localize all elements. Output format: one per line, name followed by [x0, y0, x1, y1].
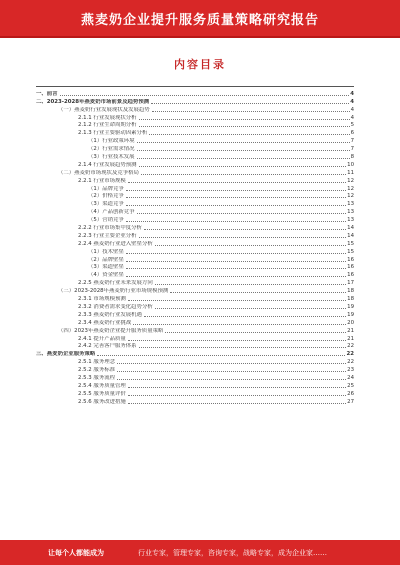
toc-page-number: 16	[347, 272, 354, 279]
toc-entry-text: 2.5.2 服务标准	[78, 367, 115, 374]
toc-leader-dots	[117, 371, 346, 372]
toc-page-number: 16	[347, 264, 354, 271]
toc-entry-text: 2.5.4 服务质量管理	[78, 382, 126, 389]
toc-entry-text: （四）2023年燕麦奶企业提升服务质量策略	[58, 327, 164, 334]
toc-entry[interactable]	[36, 357, 354, 365]
toc-entry-text: （1）行业政策环境	[88, 138, 135, 145]
toc-page-number: 18	[347, 296, 354, 303]
toc-entry[interactable]	[36, 294, 354, 302]
toc-leader-dots	[126, 190, 346, 191]
toc-entry[interactable]	[36, 334, 354, 342]
toc-leader-dots	[139, 237, 347, 238]
toc-entry-text: （2）行业需求情况	[88, 146, 135, 153]
toc-leader-dots	[126, 253, 346, 254]
toc-page-number: 13	[347, 201, 354, 208]
toc-entry[interactable]	[36, 121, 354, 129]
toc-page-number: 24	[347, 374, 354, 381]
toc-entry[interactable]	[36, 144, 354, 152]
toc-entry[interactable]	[36, 286, 354, 294]
toc-entry-text: 2.5.5 服务质量评价	[78, 390, 126, 397]
toc-entry[interactable]	[36, 255, 354, 263]
toc-page-number: 22	[347, 359, 354, 366]
toc-leader-dots	[141, 174, 346, 175]
toc-page-number: 18	[347, 288, 354, 295]
toc-leader-dots	[165, 332, 346, 333]
toc-title: 内容目录	[174, 58, 226, 71]
toc-page-number: 16	[347, 256, 354, 263]
toc-entry-text: 2.3.4 燕麦奶行业挑战	[78, 319, 132, 326]
report-title: 燕麦奶企业提升服务质量策略研究报告	[80, 12, 319, 28]
toc-entry-text: 2.1.3 行业主要驱动因素分析	[78, 130, 148, 137]
toc-page-number: 10	[347, 161, 354, 168]
toc-entry-text: （1）技术壁垒	[88, 248, 124, 255]
toc-entry-text: 一、前言	[36, 90, 58, 97]
toc-leader-dots	[128, 395, 346, 396]
toc-page-number: 22	[346, 351, 354, 358]
toc-leader-dots	[170, 292, 346, 293]
toc-page-number: 7	[350, 146, 354, 153]
toc-leader-dots	[137, 158, 350, 159]
toc-page-number: 27	[347, 398, 354, 405]
page-footer	[0, 540, 400, 565]
toc-page-number: 22	[347, 343, 354, 350]
toc-entry[interactable]	[36, 176, 354, 184]
toc-page-number: 13	[347, 209, 354, 216]
toc-entry-text: （3）渠道壁垒	[88, 264, 124, 271]
toc-entry[interactable]	[36, 247, 354, 255]
toc-entry[interactable]	[36, 389, 354, 397]
toc-page-number: 17	[347, 280, 354, 287]
toc-leader-dots	[137, 142, 350, 143]
toc-entry[interactable]	[36, 270, 354, 278]
toc-entry-text: 2.1.1 行业发展现状分析	[78, 114, 137, 121]
toc-page-number: 4	[350, 90, 354, 97]
toc-leader-dots	[117, 379, 346, 380]
toc-page-number: 14	[347, 232, 354, 239]
toc-page-number: 4	[350, 114, 354, 121]
toc-leader-dots	[97, 355, 345, 356]
toc-page-number: 21	[347, 335, 354, 342]
toc-entry-text: 2.2.1 行业市场规模	[78, 177, 126, 184]
toc-entry[interactable]	[36, 113, 354, 121]
toc-entry-text: 2.1.4 行业发展趋势预测	[78, 161, 137, 168]
toc-leader-dots	[128, 300, 346, 301]
toc-entry-text: 2.1.2 行业生命周期分析	[78, 122, 137, 129]
toc-page-number: 15	[347, 240, 354, 247]
toc-entry[interactable]	[36, 152, 354, 160]
toc-entry-text: 2.3.1 市场规模预测	[78, 296, 126, 303]
toc-leader-dots	[155, 308, 346, 309]
toc-entry[interactable]	[36, 365, 354, 373]
toc-entry-text: （4）产品创新竞争	[88, 209, 135, 216]
toc-entry-text: （4）资金壁垒	[88, 272, 124, 279]
toc-page-number: 20	[347, 319, 354, 326]
table-of-contents	[36, 86, 354, 405]
toc-entry-text: （1）品牌竞争	[88, 185, 124, 192]
toc-entry-text: 2.2.4 燕麦奶行业进入壁垒分析	[78, 240, 153, 247]
toc-leader-dots	[126, 197, 346, 198]
toc-leader-dots	[137, 150, 350, 151]
toc-leader-dots	[126, 268, 346, 269]
toc-entry-text: （一）燕麦奶行业发展现状及发展趋势	[58, 106, 150, 113]
toc-leader-dots	[155, 284, 346, 285]
toc-entry-text: （3）渠道竞争	[88, 201, 124, 208]
toc-entry-text: 2.5.6 服务改进措施	[78, 398, 126, 405]
toc-page-number: 12	[347, 193, 354, 200]
toc-page-number: 11	[347, 169, 354, 176]
toc-entry-text: （二）燕麦奶市场现状及竞争格局	[58, 169, 139, 176]
toc-entry[interactable]	[36, 397, 354, 405]
toc-page-number: 12	[347, 177, 354, 184]
toc-leader-dots	[144, 316, 346, 317]
toc-entry[interactable]	[36, 184, 354, 192]
toc-entry[interactable]	[36, 89, 354, 97]
toc-leader-dots	[139, 126, 350, 127]
toc-entry[interactable]	[36, 105, 354, 113]
header-rule	[0, 36, 400, 38]
toc-page-number: 19	[347, 303, 354, 310]
toc-leader-dots	[126, 261, 346, 262]
toc-divider	[36, 86, 354, 87]
toc-entry[interactable]	[36, 199, 354, 207]
toc-page-number: 19	[347, 311, 354, 318]
toc-leader-dots	[139, 119, 350, 120]
toc-entry[interactable]	[36, 302, 354, 310]
toc-leader-dots	[133, 324, 346, 325]
toc-page-number: 7	[350, 138, 354, 145]
toc-leader-dots	[137, 213, 347, 214]
toc-leader-dots	[151, 103, 349, 104]
toc-page-number: 4	[350, 106, 354, 113]
footer-slogan: 让每个人都能成为	[48, 548, 104, 557]
toc-entry-text: 三、燕麦奶企业服务策略	[36, 351, 96, 358]
toc-page-number: 26	[347, 390, 354, 397]
toc-page-number: 5	[350, 122, 354, 129]
toc-leader-dots	[149, 134, 349, 135]
toc-entry-text: 2.5.3 服务流程	[78, 374, 115, 381]
toc-entry-text: （5）营销竞争	[88, 217, 124, 224]
toc-entry[interactable]	[36, 192, 354, 200]
toc-entry-text: 2.2.3 行业主要企业分析	[78, 232, 137, 239]
toc-page-number: 6	[350, 130, 354, 137]
toc-page-number: 8	[350, 154, 354, 161]
toc-entry[interactable]	[36, 231, 354, 239]
toc-leader-dots	[126, 221, 346, 222]
toc-leader-dots	[60, 95, 350, 96]
toc-leader-dots	[128, 182, 346, 183]
footer-tagline: 行业专家，管理专家，咨询专家，战略专家，成为企业家……	[138, 548, 327, 557]
toc-entry[interactable]	[36, 97, 354, 105]
toc-entry-text: 2.3.2 消费者需求变化趋势分析	[78, 303, 153, 310]
toc-page-number: 23	[347, 367, 354, 374]
toc-leader-dots	[139, 166, 347, 167]
toc-entry-text: （2）价格竞争	[88, 193, 124, 200]
toc-page-number: 14	[347, 225, 354, 232]
toc-leader-dots	[128, 387, 346, 388]
toc-entry[interactable]	[36, 128, 354, 136]
toc-leader-dots	[126, 205, 346, 206]
toc-entry-text: 二、2023-2028年燕麦奶市场前景及趋势预测	[36, 98, 150, 105]
toc-entry[interactable]	[36, 239, 354, 247]
toc-leader-dots	[144, 229, 346, 230]
toc-leader-dots	[139, 347, 347, 348]
toc-entry[interactable]	[36, 373, 354, 381]
toc-entry[interactable]	[36, 160, 354, 168]
toc-entry-text: 2.2.5 燕麦奶行业未来发展方向	[78, 280, 153, 287]
toc-entry[interactable]	[36, 349, 354, 357]
toc-leader-dots	[155, 245, 346, 246]
toc-leader-dots	[128, 403, 346, 404]
toc-entry-text: 2.4.1 提升产品质量	[78, 335, 126, 342]
toc-entry-text: 2.5.1 服务理念	[78, 359, 115, 366]
toc-entry[interactable]	[36, 215, 354, 223]
toc-entry-text: （三）2023-2028年燕麦奶行业市场规模预测	[58, 288, 169, 295]
toc-entry-text: （2）品牌壁垒	[88, 256, 124, 263]
toc-page-number: 15	[347, 248, 354, 255]
toc-entry[interactable]	[36, 310, 354, 318]
toc-page-number: 13	[347, 217, 354, 224]
toc-entry[interactable]	[36, 381, 354, 389]
toc-entry-text: 2.3.3 燕麦奶行业发展机遇	[78, 311, 142, 318]
report-header	[0, 0, 400, 36]
toc-page-number: 21	[347, 327, 354, 334]
toc-page-number: 4	[350, 98, 354, 105]
toc-entry-text: 2.2.2 行业市场集中度分析	[78, 225, 142, 232]
toc-entry-text: （3）行业技术发展	[88, 154, 135, 161]
toc-entry[interactable]	[36, 223, 354, 231]
toc-entry[interactable]	[36, 342, 354, 350]
toc-leader-dots	[126, 276, 346, 277]
toc-leader-dots	[128, 340, 346, 341]
toc-entry[interactable]	[36, 136, 354, 144]
toc-entry[interactable]	[36, 168, 354, 176]
toc-page-number: 12	[347, 185, 354, 192]
toc-entry[interactable]	[36, 318, 354, 326]
toc-entry[interactable]	[36, 207, 354, 215]
toc-leader-dots	[152, 111, 350, 112]
toc-entry[interactable]	[36, 326, 354, 334]
toc-page-number: 25	[347, 382, 354, 389]
toc-leader-dots	[117, 363, 346, 364]
toc-entry-text: 2.4.2 完善客户服务体系	[78, 343, 137, 350]
toc-entry[interactable]	[36, 278, 354, 286]
toc-entry[interactable]	[36, 263, 354, 271]
